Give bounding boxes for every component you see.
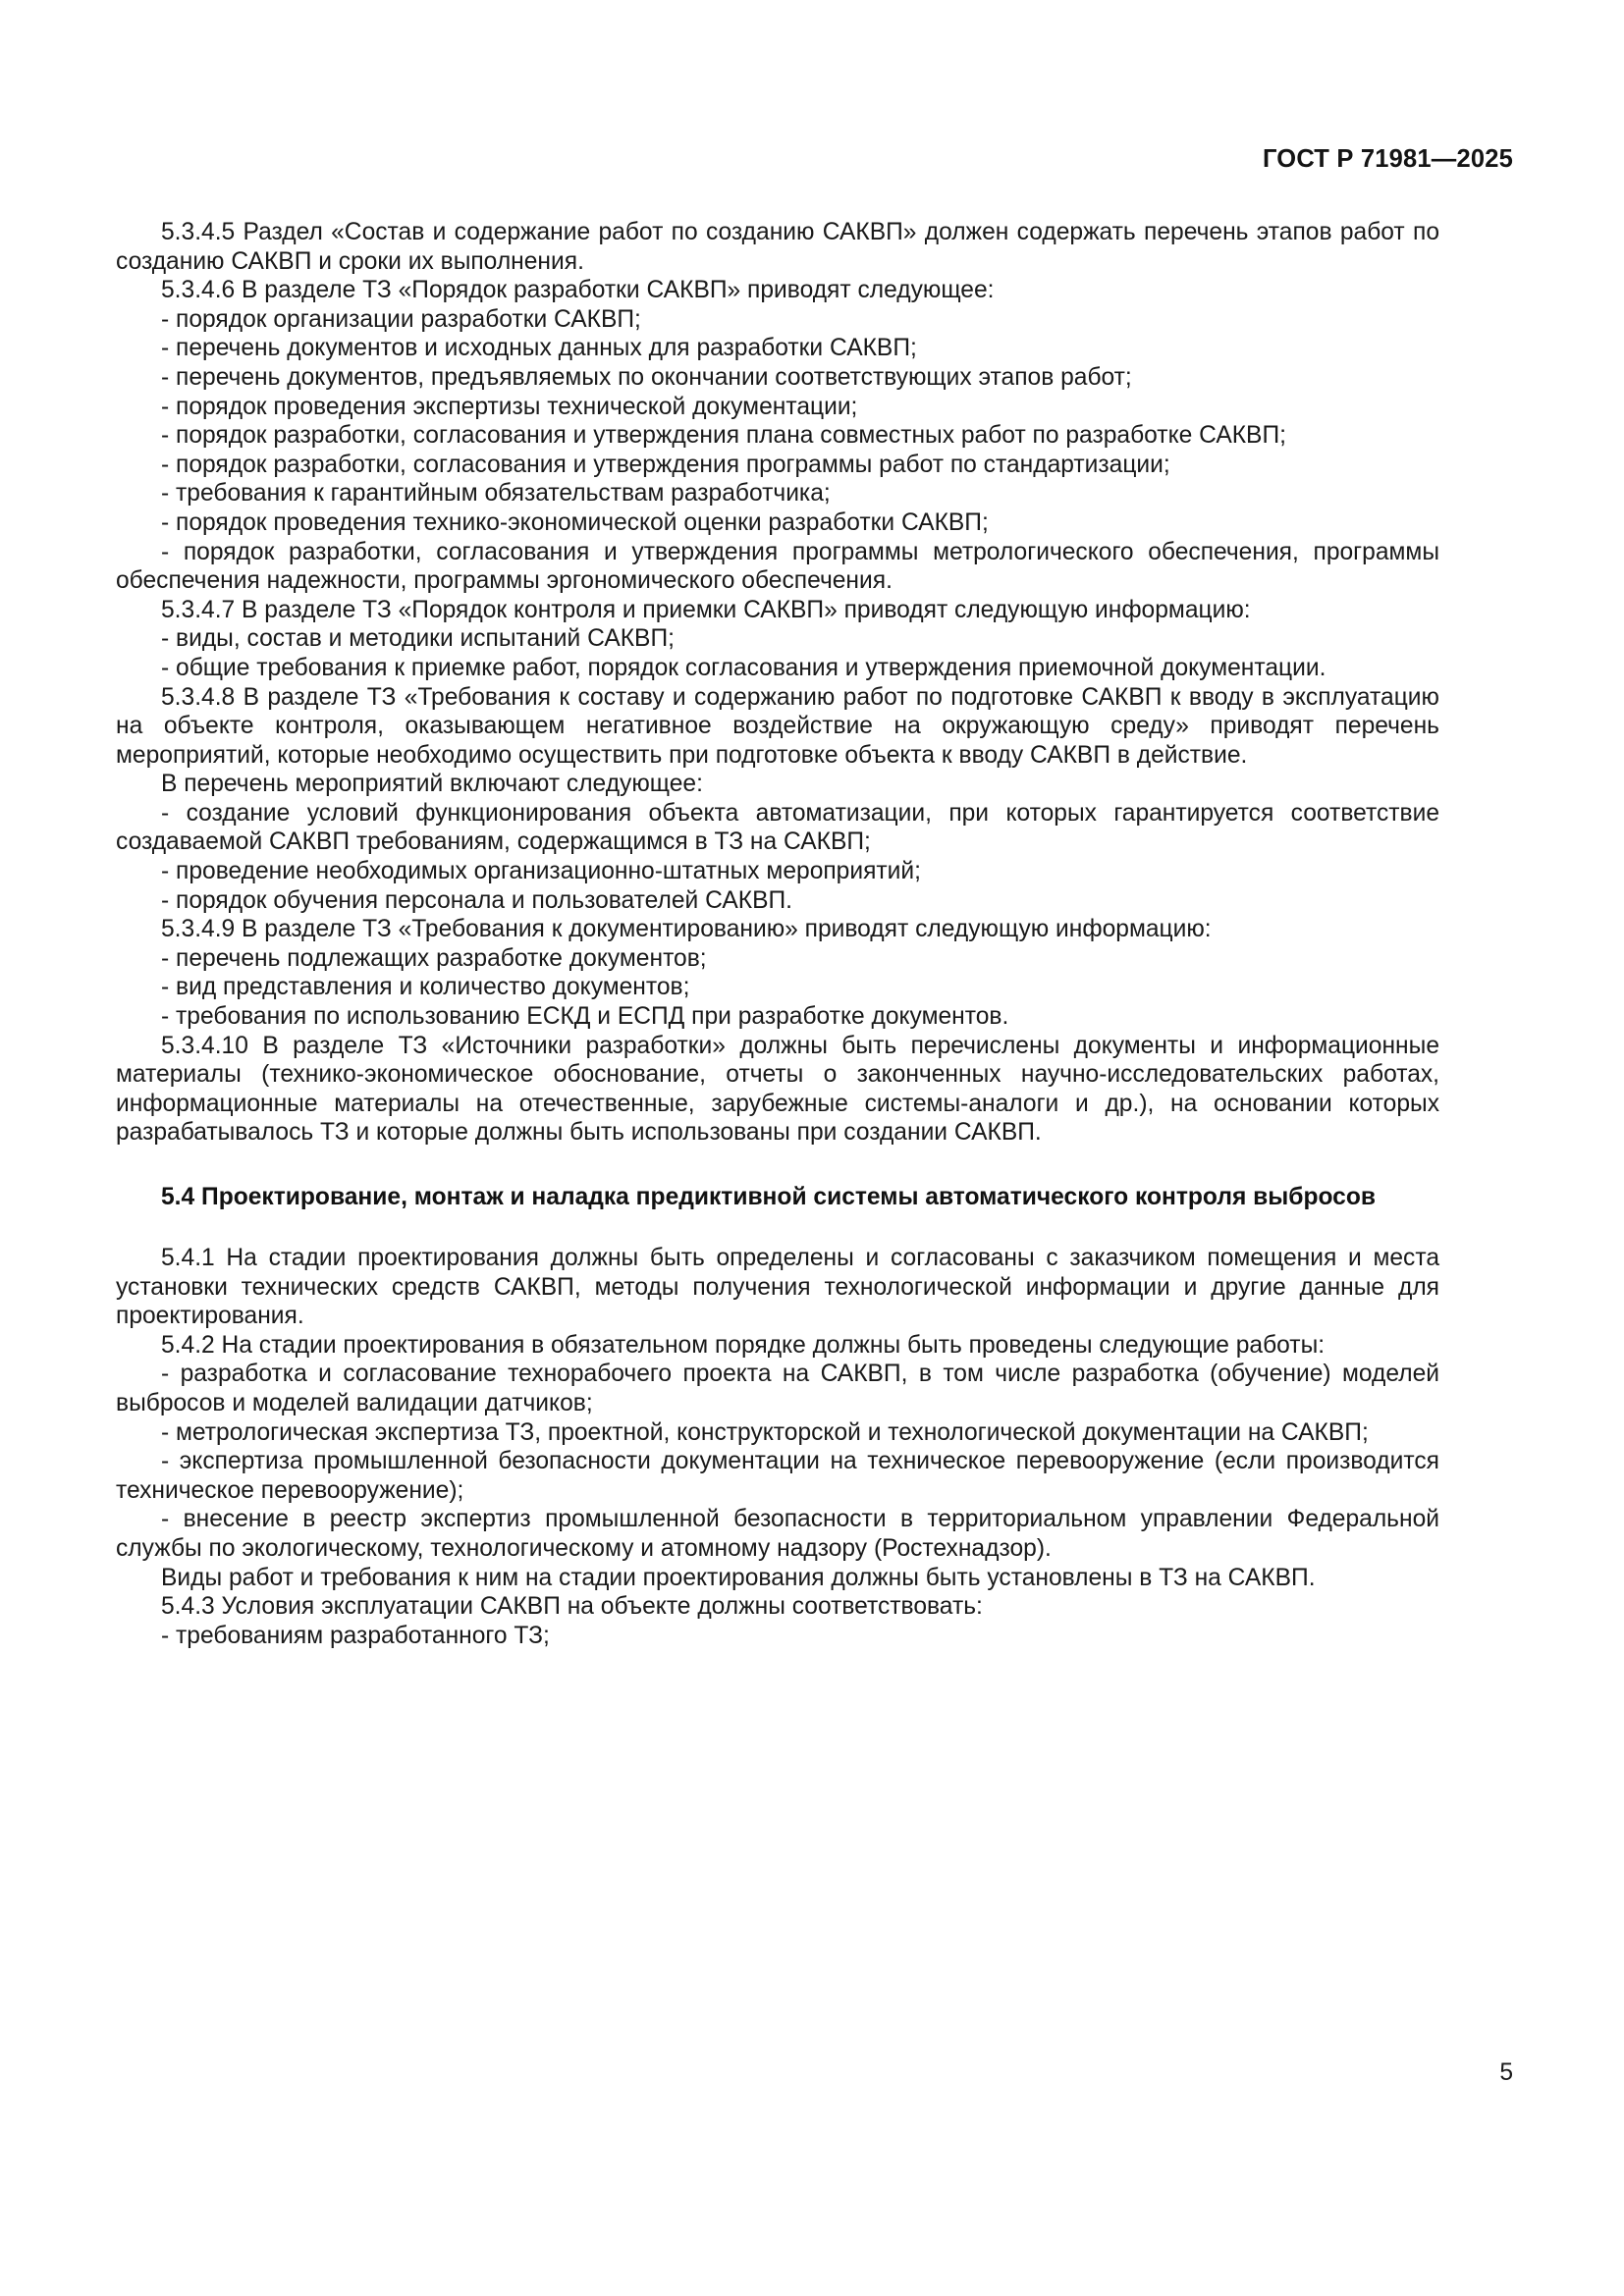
list-item: - порядок обучения персонала и пользователей САКВП. bbox=[161, 886, 792, 914]
list-item: - создание условий функционирования объекта автоматизации, при которых гарантируется соответствие создаваемой САКВП требованиям, содержащимся в ТЗ на САКВП; bbox=[116, 799, 1439, 856]
list-item: - перечень подлежащих разработке документов; bbox=[161, 944, 707, 972]
list-item: - порядок проведения экспертизы технической документации; bbox=[161, 393, 858, 420]
paragraph: 5.4.1 На стадии проектирования должны быть определены и согласованы с заказчиком помещения и места установки технических средств САКВП, методы получения технологической информации и другие данные для проектирования. bbox=[116, 1245, 1439, 1330]
paragraph: 5.3.4.8 В разделе ТЗ «Требования к составу и содержанию работ по подготовке САКВП к вводу в эксплуатацию на объекте контроля, оказывающем негативное воздействие на окружающую среду» приводят перечень мероприятий, которые необходимо осуществить при подготовке объекта к вводу САКВП в действие. bbox=[116, 683, 1439, 769]
list-item: - экспертиза промышленной безопасности документации на техническое перевооружение (если производится техническое перевооружение); bbox=[116, 1448, 1439, 1504]
list-item: - перечень документов и исходных данных для разработки САКВП; bbox=[161, 335, 917, 362]
spacer-before-heading bbox=[116, 1148, 1439, 1183]
clause-block-group-5-4 bbox=[116, 1244, 1439, 1650]
paragraph: 5.3.4.7 В разделе ТЗ «Порядок контроля и приемки САКВП» приводят следующую информацию: bbox=[161, 596, 1251, 623]
list-item: - проведение необходимых организационно-штатных мероприятий; bbox=[161, 858, 921, 885]
spacer-after-heading bbox=[116, 1212, 1439, 1244]
document-body bbox=[116, 218, 1439, 1650]
list-item: - порядок проведения технико-экономической оценки разработки САКВП; bbox=[161, 508, 989, 536]
list-item: - внесение в реестр экспертиз промышленной безопасности в территориальном управлении Федеральной службы по экологическому, технологическому и атомному надзору (Ростехнадзор). bbox=[116, 1506, 1439, 1562]
list-item: - порядок разработки, согласования и утверждения программы метрологического обеспечения, программы обеспечения надежности, программы эргономического обеспечения. bbox=[116, 538, 1439, 595]
list-item: - порядок разработки, согласования и утверждения плана совместных работ по разработке САКВП; bbox=[161, 422, 1286, 450]
list-item: - виды, состав и методики испытаний САКВП; bbox=[161, 625, 675, 653]
list-item: - порядок организации разработки САКВП; bbox=[161, 305, 641, 333]
list-item: - разработка и согласование технорабочего проекта на САКВП, в том числе разработка (обучение) моделей выбросов и моделей валидации датчиков; bbox=[116, 1361, 1439, 1416]
paragraph: 5.3.4.6 В разделе ТЗ «Порядок разработки САКВП» приводят следующее: bbox=[161, 277, 995, 304]
list-item: - требованиям разработанного ТЗ; bbox=[161, 1622, 550, 1649]
list-item: - вид представления и количество документов; bbox=[161, 974, 690, 1001]
running-header-standard-number: ГОСТ Р 71981—2025 bbox=[1262, 145, 1513, 173]
paragraph: 5.4.2 На стадии проектирования в обязательном порядке должны быть проведены следующие работы: bbox=[161, 1331, 1326, 1359]
section-heading-5-4: 5.4 Проектирование, монтаж и наладка предиктивной системы автоматического контроля выбросов bbox=[161, 1184, 1376, 1210]
page-number: 5 bbox=[1499, 2059, 1513, 2086]
list-item: - метрологическая экспертиза ТЗ, проектной, конструкторской и технологической документации на САКВП; bbox=[161, 1418, 1369, 1446]
paragraph: Виды работ и требования к ним на стадии проектирования должны быть установлены в ТЗ на САКВП. bbox=[161, 1564, 1316, 1591]
paragraph: 5.3.4.9 В разделе ТЗ «Требования к документированию» приводят следующую информацию: bbox=[161, 916, 1212, 943]
paragraph: В перечень мероприятий включают следующее: bbox=[161, 771, 703, 798]
list-item: - общие требования к приемке работ, порядок согласования и утверждения приемочной документации. bbox=[161, 654, 1326, 681]
paragraph: 5.4.3 Условия эксплуатации САКВП на объекте должны соответствовать: bbox=[161, 1593, 983, 1621]
clause-block-group-5-3 bbox=[116, 218, 1439, 1148]
paragraph: 5.3.4.5 Раздел «Состав и содержание работ по созданию САКВП» должен содержать перечень этапов работ по созданию САКВП и сроки их выполнения. bbox=[116, 219, 1439, 275]
list-item: - требования к гарантийным обязательствам разработчика; bbox=[161, 480, 831, 507]
list-item: - порядок разработки, согласования и утверждения программы работ по стандартизации; bbox=[161, 451, 1170, 478]
list-item: - требования по использованию ЕСКД и ЕСПД при разработке документов. bbox=[161, 1003, 1009, 1031]
paragraph: 5.3.4.10 В разделе ТЗ «Источники разработки» должны быть перечислены документы и информационные материалы (технико-экономическое обоснование, отчеты о законченных научно-исследовательских работах, информационные материалы на отечественные, зарубежные системы-аналоги и др.), на основании которых разрабатывалось ТЗ и которые должны быть использованы при создании САКВП. bbox=[116, 1032, 1439, 1147]
list-item: - перечень документов, предъявляемых по окончании соответствующих этапов работ; bbox=[161, 363, 1132, 391]
